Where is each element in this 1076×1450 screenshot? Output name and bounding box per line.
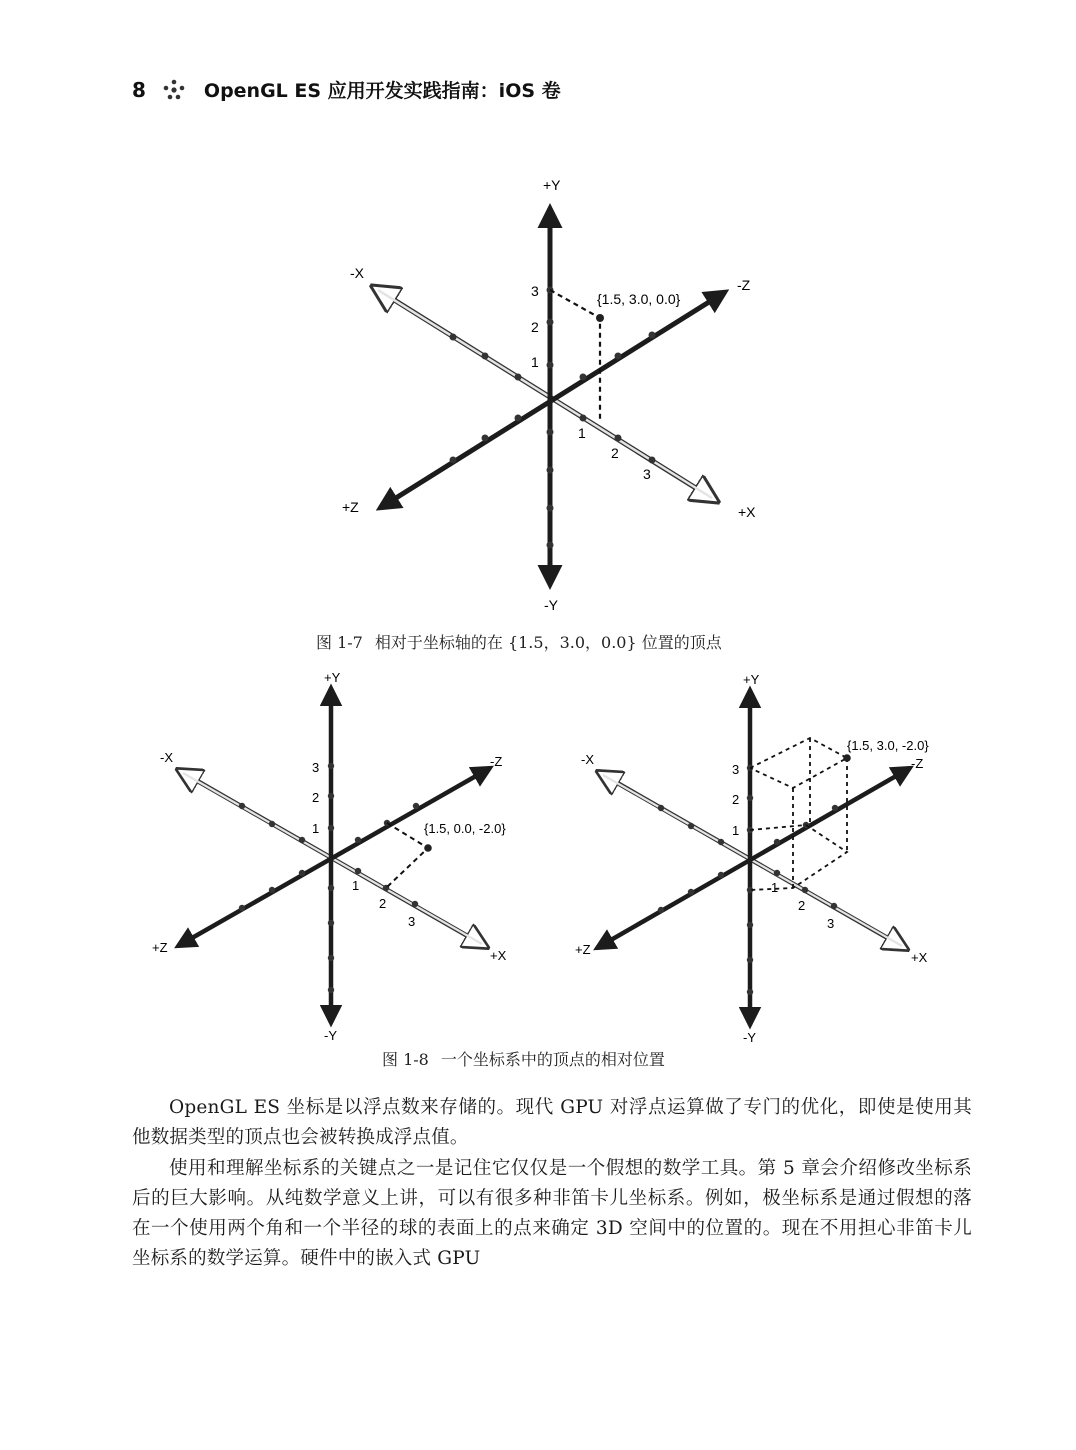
paragraph-2: 使用和理解坐标系的关键点之一是记住它仅仅是一个假想的数学工具。第 5 章会介绍修改坐标系后的巨大影响。从纯数学意义上讲，可以有很多种非笛卡儿坐标系。例如，极坐标系是通过假想的落在一个使用两个角和一个半径的球的表面上的点来确定 3D 空间中的位置的。现在不用担心非笛卡儿坐标系的数学运算。硬件中的嵌入式 GPU (132, 1158, 972, 1269)
point-label: {1.5, 3.0, 0.0} (597, 291, 681, 307)
vertex-point (596, 314, 604, 322)
y-tick-label: 1 (732, 823, 740, 838)
caption-text: 相对于坐标轴的在 {1.5，3.0，0.0} 位置的顶点 (374, 633, 722, 652)
label-neg-x: -X (160, 750, 173, 765)
point-label: {1.5, 3.0, -2.0} (847, 738, 929, 753)
vertex-point (424, 844, 432, 852)
y-tick-label: 2 (531, 319, 539, 335)
y-tick-label: 1 (312, 821, 320, 836)
book-title: OpenGL ES 应用开发实践指南：iOS 卷 (203, 80, 561, 102)
label-pos-y: +Y (324, 670, 341, 685)
x-tick-label: 1 (578, 425, 586, 441)
x-tick-label: 1 (352, 878, 360, 893)
page-header (132, 76, 561, 103)
label-neg-y: -Y (544, 597, 558, 613)
label-pos-z: +Z (152, 940, 168, 955)
caption-text: 一个坐标系中的顶点的相对位置 (440, 1050, 665, 1069)
x-tick-label: 3 (408, 914, 416, 929)
y-tick-label: 2 (312, 790, 320, 805)
x-tick-label: 3 (827, 916, 835, 931)
label-pos-y: +Y (543, 177, 561, 193)
label-neg-z: -Z (911, 756, 924, 771)
body-paragraph (132, 1093, 972, 1153)
label-pos-x: +X (911, 950, 928, 965)
point-label: {1.5, 0.0, -2.0} (424, 821, 506, 836)
label-neg-z: -Z (737, 277, 751, 293)
y-tick-label: 1 (531, 354, 539, 370)
x-tick-label: 2 (611, 445, 619, 461)
label-pos-y: +Y (743, 672, 760, 687)
figure-1-8-left (150, 668, 530, 1046)
figure-1-8-right (575, 670, 975, 1048)
vertex-point (843, 754, 851, 762)
x-tick-label: 3 (643, 466, 651, 482)
x-tick-label: 1 (771, 880, 779, 895)
body-paragraph (132, 1154, 972, 1274)
ornament-icon (162, 79, 186, 101)
label-pos-z: +Z (575, 942, 591, 957)
label-neg-y: -Y (743, 1030, 756, 1045)
x-tick-label: 2 (379, 896, 387, 911)
label-pos-x: +X (490, 948, 507, 963)
page-number: 8 (132, 77, 146, 102)
paragraph-1: OpenGL ES 坐标是以浮点数来存储的。现代 GPU 对浮点运算做了专门的优化，即使是使用其他数据类型的顶点也会被转换成浮点值。 (132, 1097, 972, 1148)
x-tick-label: 2 (798, 898, 806, 913)
y-tick-label: 2 (732, 792, 740, 807)
figure-1-7 (300, 170, 780, 620)
label-pos-z: +Z (342, 499, 359, 515)
z-axis (597, 768, 910, 948)
label-neg-x: -X (581, 752, 594, 767)
y-tick-label: 3 (531, 283, 539, 299)
figure-caption (382, 1047, 665, 1070)
label-neg-z: -Z (490, 754, 503, 769)
label-neg-y: -Y (324, 1028, 337, 1043)
label-pos-x: +X (738, 504, 756, 520)
label-neg-x: -X (350, 265, 364, 281)
caption-label: 图 1-8 (382, 1050, 429, 1069)
figure-caption (316, 630, 722, 653)
caption-label: 图 1-7 (316, 633, 363, 652)
y-tick-label: 3 (732, 762, 740, 777)
y-tick-label: 3 (312, 760, 320, 775)
